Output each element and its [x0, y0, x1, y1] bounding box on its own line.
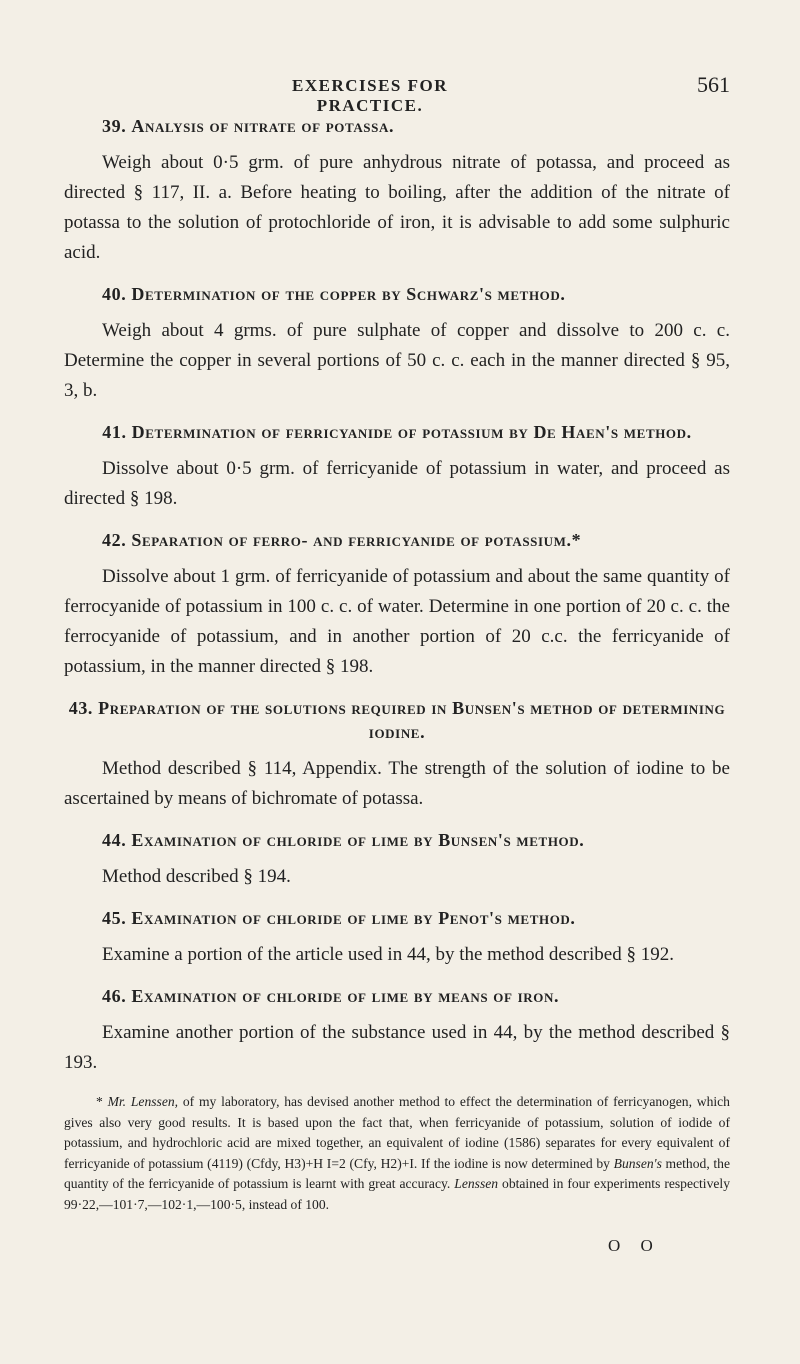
page-number: 561 [697, 72, 730, 97]
section-heading: 46. Examination of chloride of lime by means of iron. [102, 986, 560, 1006]
page-header [0, 72, 800, 115]
section-43 [64, 696, 730, 814]
signature-mark: O O [608, 1236, 661, 1255]
footnote-bunsen: Bunsen's [613, 1155, 662, 1171]
section-41 [64, 420, 730, 514]
section-heading: 39. Analysis of nitrate of potassa. [102, 116, 395, 136]
section-body: Dissolve about 1 grm. of ferricyanide of potassium and about the same quantity of ferrocyanide of potassium in 100 c. c. of water. Determine in one portion of 20 c. c. the ferrocyanide of potassium, and in another portion of 20 c.c. the ferricyanide of potassium, in the manner directed § 198. [64, 566, 730, 677]
section-body: Dissolve about 0·5 grm. of ferricyanide of potassium in water, and proceed as directed § 198. [64, 458, 730, 509]
section-44 [64, 828, 730, 892]
footnote-marker: * [96, 1094, 103, 1109]
section-46 [64, 984, 730, 1078]
section-body: Examine a portion of the article used in 44, by the method described § 192. [102, 944, 674, 965]
section-40 [64, 282, 730, 406]
section-45 [64, 906, 730, 970]
footnote-text-1: of my laboratory, has devised another method to effect the determination of ferricyanogen, which gives also very good results. It is based upon the fact that, when ferricyanide of potassium, solution of iodide of potassium, and hydrochloric acid are mixed together, an equivalent of iodine (1586) separates for every equivalent of ferricyanide of potassium (4119) (Cfdy, H3)+H I=2 (Cfy, H2)+I. If the iodine is now determined by [64, 1094, 730, 1171]
section-heading: 44. Examination of chloride of lime by Bunsen's method. [102, 830, 585, 850]
section-heading: 41. Determination of ferricyanide of potassium by De Haen's method. [102, 422, 692, 442]
section-heading: 43. Preparation of the solutions required in Bunsen's method of determining iodine. [68, 698, 726, 742]
footnote [64, 1092, 730, 1215]
section-heading: 45. Examination of chloride of lime by Penot's method. [102, 908, 576, 928]
section-body: Weigh about 4 grms. of pure sulphate of copper and dissolve to 200 c. c. Determine the copper in several portions of 50 c. c. each in the manner directed § 95, 3, b. [64, 320, 730, 401]
section-body: Examine another portion of the substance used in 44, by the method described § 193. [64, 1022, 730, 1073]
section-39 [64, 114, 730, 268]
section-heading: 42. Separation of ferro- and ferricyanide of potassium.* [102, 530, 582, 550]
running-title: EXERCISES FOR PRACTICE. [291, 76, 448, 115]
footnote-author: Mr. Lenssen, [107, 1094, 179, 1109]
section-42 [64, 528, 730, 682]
footnote-text-3: obtained in four experiments respectively 99·22,—101·7,—102·1,—100·5, instead of 100. [64, 1176, 730, 1212]
footnote-lenssen: Lenssen [454, 1176, 499, 1191]
section-heading: 40. Determination of the copper by Schwarz's method. [102, 284, 566, 304]
section-body: Method described § 194. [102, 866, 291, 887]
page-content [64, 114, 730, 1215]
footnote-text-2: method, the quantity of the ferricyanide of potassium is learnt with great accuracy. [64, 1155, 731, 1191]
section-body: Weigh about 0·5 grm. of pure anhydrous nitrate of potassa, and proceed as directed § 117, II. a. Before heating to boiling, after the addition of the nitrate of potassa to the solution of protochloride of iron, it is advisable to add some sulphuric acid. [64, 152, 730, 263]
section-body: Method described § 114, Appendix. The strength of the solution of iodine to be ascertained by means of bichromate of potassa. [64, 758, 730, 809]
